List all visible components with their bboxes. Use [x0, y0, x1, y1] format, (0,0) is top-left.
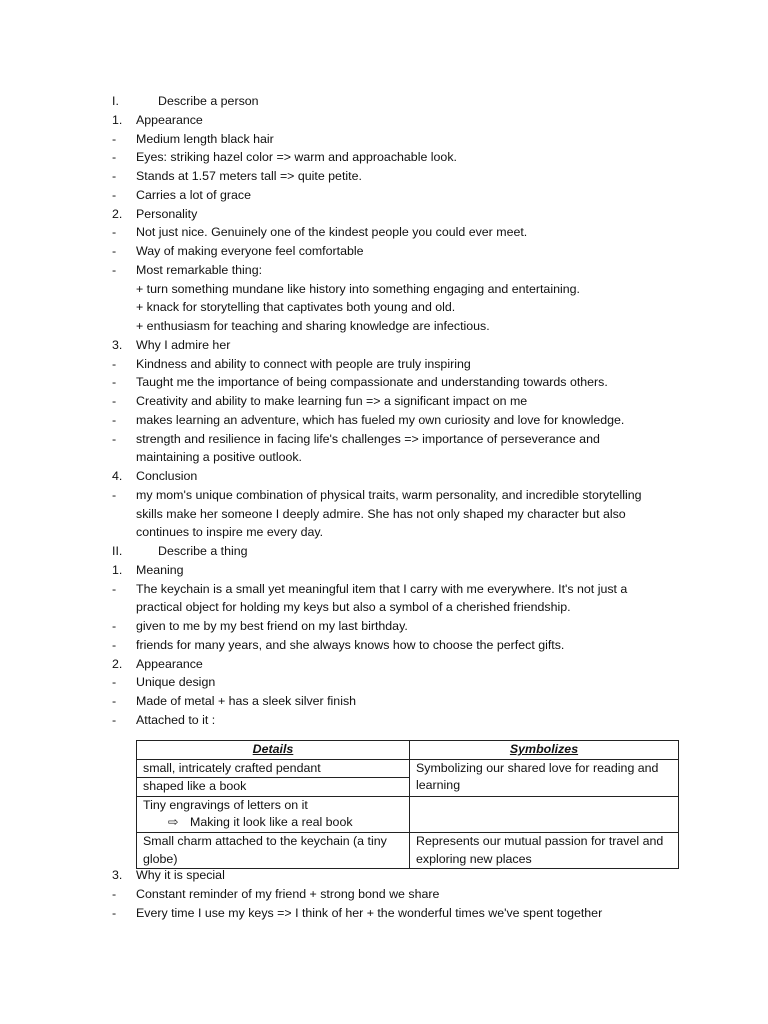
table-row [137, 832, 679, 868]
line-text: skills make her someone I deeply admire. She has not only shaped my character but also [136, 506, 626, 521]
line-text: makes learning an adventure, which has fueled my own curiosity and love for knowledge. [136, 412, 625, 427]
list-number: 1. [112, 562, 123, 577]
line-text: Most remarkable thing: [136, 262, 263, 277]
line-text: Eyes: striking hazel color => warm and approachable look. [136, 150, 457, 165]
line-text: maintaining a positive outlook. [136, 450, 302, 465]
text-line [0, 866, 768, 885]
text-line [0, 467, 768, 486]
text-line [0, 523, 768, 542]
line-text: + enthusiasm for teaching and sharing knowledge are infectious. [136, 319, 490, 333]
text-line [0, 130, 768, 149]
line-text: practical object for holding my keys but also a symbol of a cherished friendship. [136, 600, 571, 615]
list-number: 4. [112, 469, 123, 483]
text-line [0, 373, 768, 392]
bullet-dash: - [112, 187, 117, 202]
bullet-dash: - [112, 169, 117, 183]
line-text: Made of metal + has a sleek silver finish [136, 694, 357, 708]
line-text: Appearance [136, 112, 203, 127]
arrow-right-icon: ⇨ [168, 815, 179, 830]
line-text: continues to inspire me every day. [136, 525, 324, 540]
text-line [0, 392, 768, 411]
text-line [0, 167, 768, 186]
text-line [0, 617, 768, 636]
bullet-dash: - [112, 905, 117, 920]
text-line [0, 430, 768, 449]
table-cell-sub-text: Making it look like a real book [190, 815, 353, 830]
line-text: Describe a person [158, 94, 259, 108]
line-text: Way of making everyone feel comfortable [136, 244, 364, 258]
bullet-dash: - [112, 394, 117, 408]
line-text: Creativity and ability to make learning fun => a significant impact on me [136, 394, 528, 408]
line-text: my mom's unique combination of physical traits, warm personality, and incredible storytelling [136, 487, 642, 502]
text-line [0, 505, 768, 524]
text-line [0, 711, 768, 730]
text-line [0, 636, 768, 655]
text-line [0, 598, 768, 617]
list-number: II. [112, 544, 123, 558]
text-line [0, 280, 768, 299]
text-line [0, 355, 768, 374]
line-text: Every time I use my keys => I think of her + the wonderful times we've spent together [136, 905, 603, 920]
text-line [0, 448, 768, 467]
table-cell-detail: shaped like a book [137, 778, 410, 797]
table-header-row [137, 741, 679, 760]
list-number: 3. [112, 337, 123, 352]
line-text: Why it is special [136, 868, 225, 882]
bullet-dash: - [112, 694, 117, 708]
line-text: given to me by my best friend on my last birthday. [136, 619, 408, 633]
text-line [0, 242, 768, 261]
table-row [137, 796, 679, 832]
text-line [0, 561, 768, 580]
list-number: 2. [112, 656, 123, 671]
table-cell-symbol: Symbolizing our shared love for reading and learning [410, 759, 679, 796]
line-text: The keychain is a small yet meaningful item that I carry with me everywhere. It's not just a [136, 581, 628, 596]
section-heading [0, 542, 768, 561]
table-row [137, 759, 679, 778]
line-text: Attached to it : [136, 712, 216, 727]
table-cell-detail: Small charm attached to the keychain (a tiny globe) [137, 832, 410, 868]
line-text: Conclusion [136, 469, 198, 483]
line-text: Meaning [136, 562, 184, 577]
line-text: Appearance [136, 656, 203, 671]
table-header-symbolizes: Symbolizes [410, 741, 679, 760]
line-text: Kindness and ability to connect with people are truly inspiring [136, 356, 471, 371]
bullet-dash: - [112, 619, 117, 633]
text-line [0, 885, 768, 904]
table-header-details: Details [137, 741, 410, 760]
list-number: 3. [112, 868, 123, 882]
text-line [0, 186, 768, 205]
bullet-dash: - [112, 431, 117, 446]
bullet-dash: - [112, 244, 117, 258]
text-line [0, 904, 768, 923]
text-line [0, 298, 768, 317]
table-cell-detail: small, intricately crafted pendant [137, 759, 410, 778]
text-line [0, 205, 768, 224]
line-text: Describe a thing [158, 544, 248, 558]
table-cell-detail-text: Tiny engravings of letters on it [143, 797, 308, 812]
list-number: 1. [112, 112, 123, 127]
line-text: Carries a lot of grace [136, 187, 252, 202]
text-line [0, 580, 768, 599]
text-line [0, 111, 768, 130]
line-text: strength and resilience in facing life's challenges => importance of perseverance and [136, 431, 600, 446]
line-text: Constant reminder of my friend + strong bond we share [136, 886, 440, 901]
table-cell-symbol: Represents our mutual passion for travel and exploring new places [410, 832, 679, 868]
line-text: Why I admire her [136, 337, 231, 352]
table-cell-sub-bullet [143, 814, 403, 832]
line-text: Not just nice. Genuinely one of the kindest people you could ever meet. [136, 225, 528, 240]
text-line [0, 655, 768, 674]
bullet-dash: - [112, 356, 117, 371]
text-line [0, 692, 768, 711]
attachments-table [136, 740, 679, 869]
bullet-dash: - [112, 637, 117, 652]
text-line [0, 673, 768, 692]
text-line [0, 411, 768, 430]
line-text: Personality [136, 206, 198, 221]
table-cell-detail [137, 796, 410, 832]
bullet-dash: - [112, 886, 117, 901]
bullet-dash: - [112, 375, 117, 390]
bullet-dash: - [112, 581, 117, 596]
list-number: I. [112, 94, 119, 108]
text-line [0, 486, 768, 505]
text-line [0, 317, 768, 336]
list-number: 2. [112, 206, 123, 221]
line-text: Medium length black hair [136, 131, 274, 146]
line-text: Unique design [136, 675, 216, 690]
line-text: friends for many years, and she always knows how to choose the perfect gifts. [136, 637, 565, 652]
text-line [0, 336, 768, 355]
bullet-dash: - [112, 675, 117, 690]
line-text: + turn something mundane like history into something engaging and entertaining. [136, 281, 580, 296]
text-line [0, 261, 768, 280]
text-line [0, 223, 768, 242]
bullet-dash: - [112, 412, 117, 427]
bullet-dash: - [112, 712, 117, 727]
text-line [0, 148, 768, 167]
section-heading [0, 92, 768, 111]
line-text: + knack for storytelling that captivates both young and old. [136, 300, 456, 315]
line-text: Taught me the importance of being compassionate and understanding towards others. [136, 375, 608, 390]
table-cell-symbol [410, 796, 679, 832]
bullet-dash: - [112, 487, 117, 502]
line-text: Stands at 1.57 meters tall => quite petite. [136, 169, 362, 183]
bullet-dash: - [112, 262, 117, 277]
bullet-dash: - [112, 131, 117, 146]
bullet-dash: - [112, 150, 117, 165]
bullet-dash: - [112, 225, 117, 240]
